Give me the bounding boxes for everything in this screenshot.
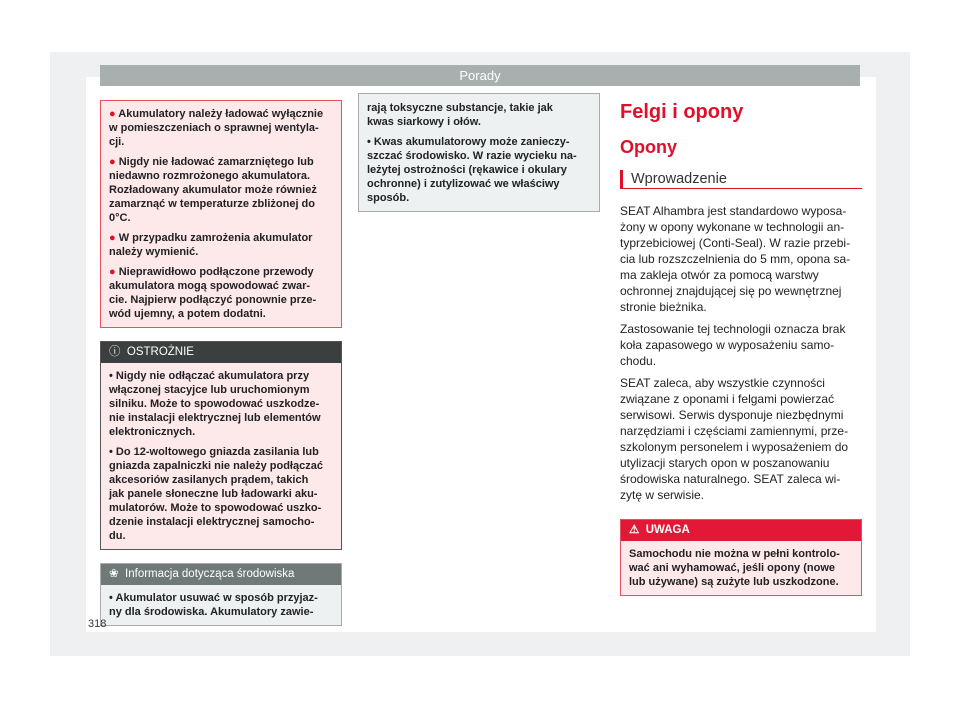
note-item: ● Nieprawidłowo podłączone przewody akumulatora mogą spowodować zwar- cie. Najpierw podłączyć ponownie prze- wód ujemny, a potem dodatni. <box>109 266 317 320</box>
left-column <box>100 100 342 626</box>
section-title: Opony <box>620 137 677 157</box>
note-item: ● Akumulatory należy ładować wyłącznie w pomieszczeniach o sprawnej wentyla- cji. <box>109 108 324 148</box>
warning-triangle-icon: ⚠ <box>629 524 640 536</box>
warning-header: ⚠ UWAGA <box>621 520 861 541</box>
caution-item: • Do 12-woltowego gniazda zasilania lub gniazda zapalniczki nie należy podłączać akcesoriów zasilanych prądem, takich jak panele słoneczne lub ładowarki aku- mulatorów. Może to spowodować uszko- dzenie instalacji elektrycznej samocho- du. <box>109 446 323 542</box>
chapter-title: Felgi i opony <box>620 101 744 123</box>
paragraph: Zastosowanie tej technologii oznacza brak koła zapasowego w wyposażeniu samo- chodu. <box>620 322 846 368</box>
body-text <box>620 203 862 509</box>
environment-header: ❀ Informacja dotycząca środowiska <box>101 564 341 585</box>
caution-item: • Nigdy nie odłączać akumulatora przy włączonej stacyjce lub uruchomionym silniku. Może to spowodować uszkodze- nie instalacji elektrycznej lub elementów elektronicznych. <box>109 370 321 438</box>
right-column <box>620 100 862 596</box>
warning-text: Samochodu nie można w pełni kontrolo- wać ani wyhamować, jeśli opony (nowe lub używane) są zużyte lub uszkodzone. <box>629 548 840 588</box>
caution-box <box>100 341 342 550</box>
subsection-title: Wprowadzenie <box>620 170 862 189</box>
caution-header: ⓘ OSTROŻNIE <box>101 342 341 363</box>
paragraph: SEAT Alhambra jest standardowo wyposa- żony w opony wykonane w technologii an- typrzebiciowej (Conti-Seal). W razie przebi- cia lub rozszczelnienia do 5 mm, opona sa- ma zakleja otwór za pomocą warstwy ochronnej znajdującej się po wewnętrznej stronie bieżnika. <box>620 204 851 314</box>
paragraph: SEAT zaleca, aby wszystkie czynności związane z oponami i felgami powierzać serwisowi. Serwis dysponuje niezbędnymi narzędziami i częściami zamiennymi, prze- szkolonym personelem i wyposażeniem do utylizacji starych opon w poszanowaniu środowiska naturalnego. SEAT zaleca wi- zytę w serwisie. <box>620 376 849 502</box>
note-item: ● Nigdy nie ładować zamarzniętego lub niedawno rozmrożonego akumulatora. Rozładowany akumulator może również zamarznąć w temperaturze zbliżonej do 0°C. <box>109 156 317 224</box>
environment-continued-box <box>358 93 600 212</box>
flower-icon: ❀ <box>109 568 119 580</box>
environment-item: • Kwas akumulatorowy może zanieczy- szczać środowisko. W razie wycieku na- leżytej ostrożności (rękawice i okulary ochronne) i zutylizować we właściwy sposób. <box>367 136 577 204</box>
battery-notes-box <box>100 100 342 328</box>
environment-item: rają toksyczne substancje, takie jak kwas siarkowy i ołów. <box>367 102 553 128</box>
warning-box <box>620 519 862 596</box>
exclamation-circle-icon: ⓘ <box>109 346 121 358</box>
environment-text: • Akumulator usuwać w sposób przyjaz- ny dla środowiska. Akumulatory zawie- <box>109 592 318 618</box>
page-header: Porady <box>100 65 860 86</box>
page-number: 318 <box>88 618 107 630</box>
environment-box <box>100 563 342 626</box>
note-item: ● W przypadku zamrożenia akumulator należy wymienić. <box>109 232 313 258</box>
